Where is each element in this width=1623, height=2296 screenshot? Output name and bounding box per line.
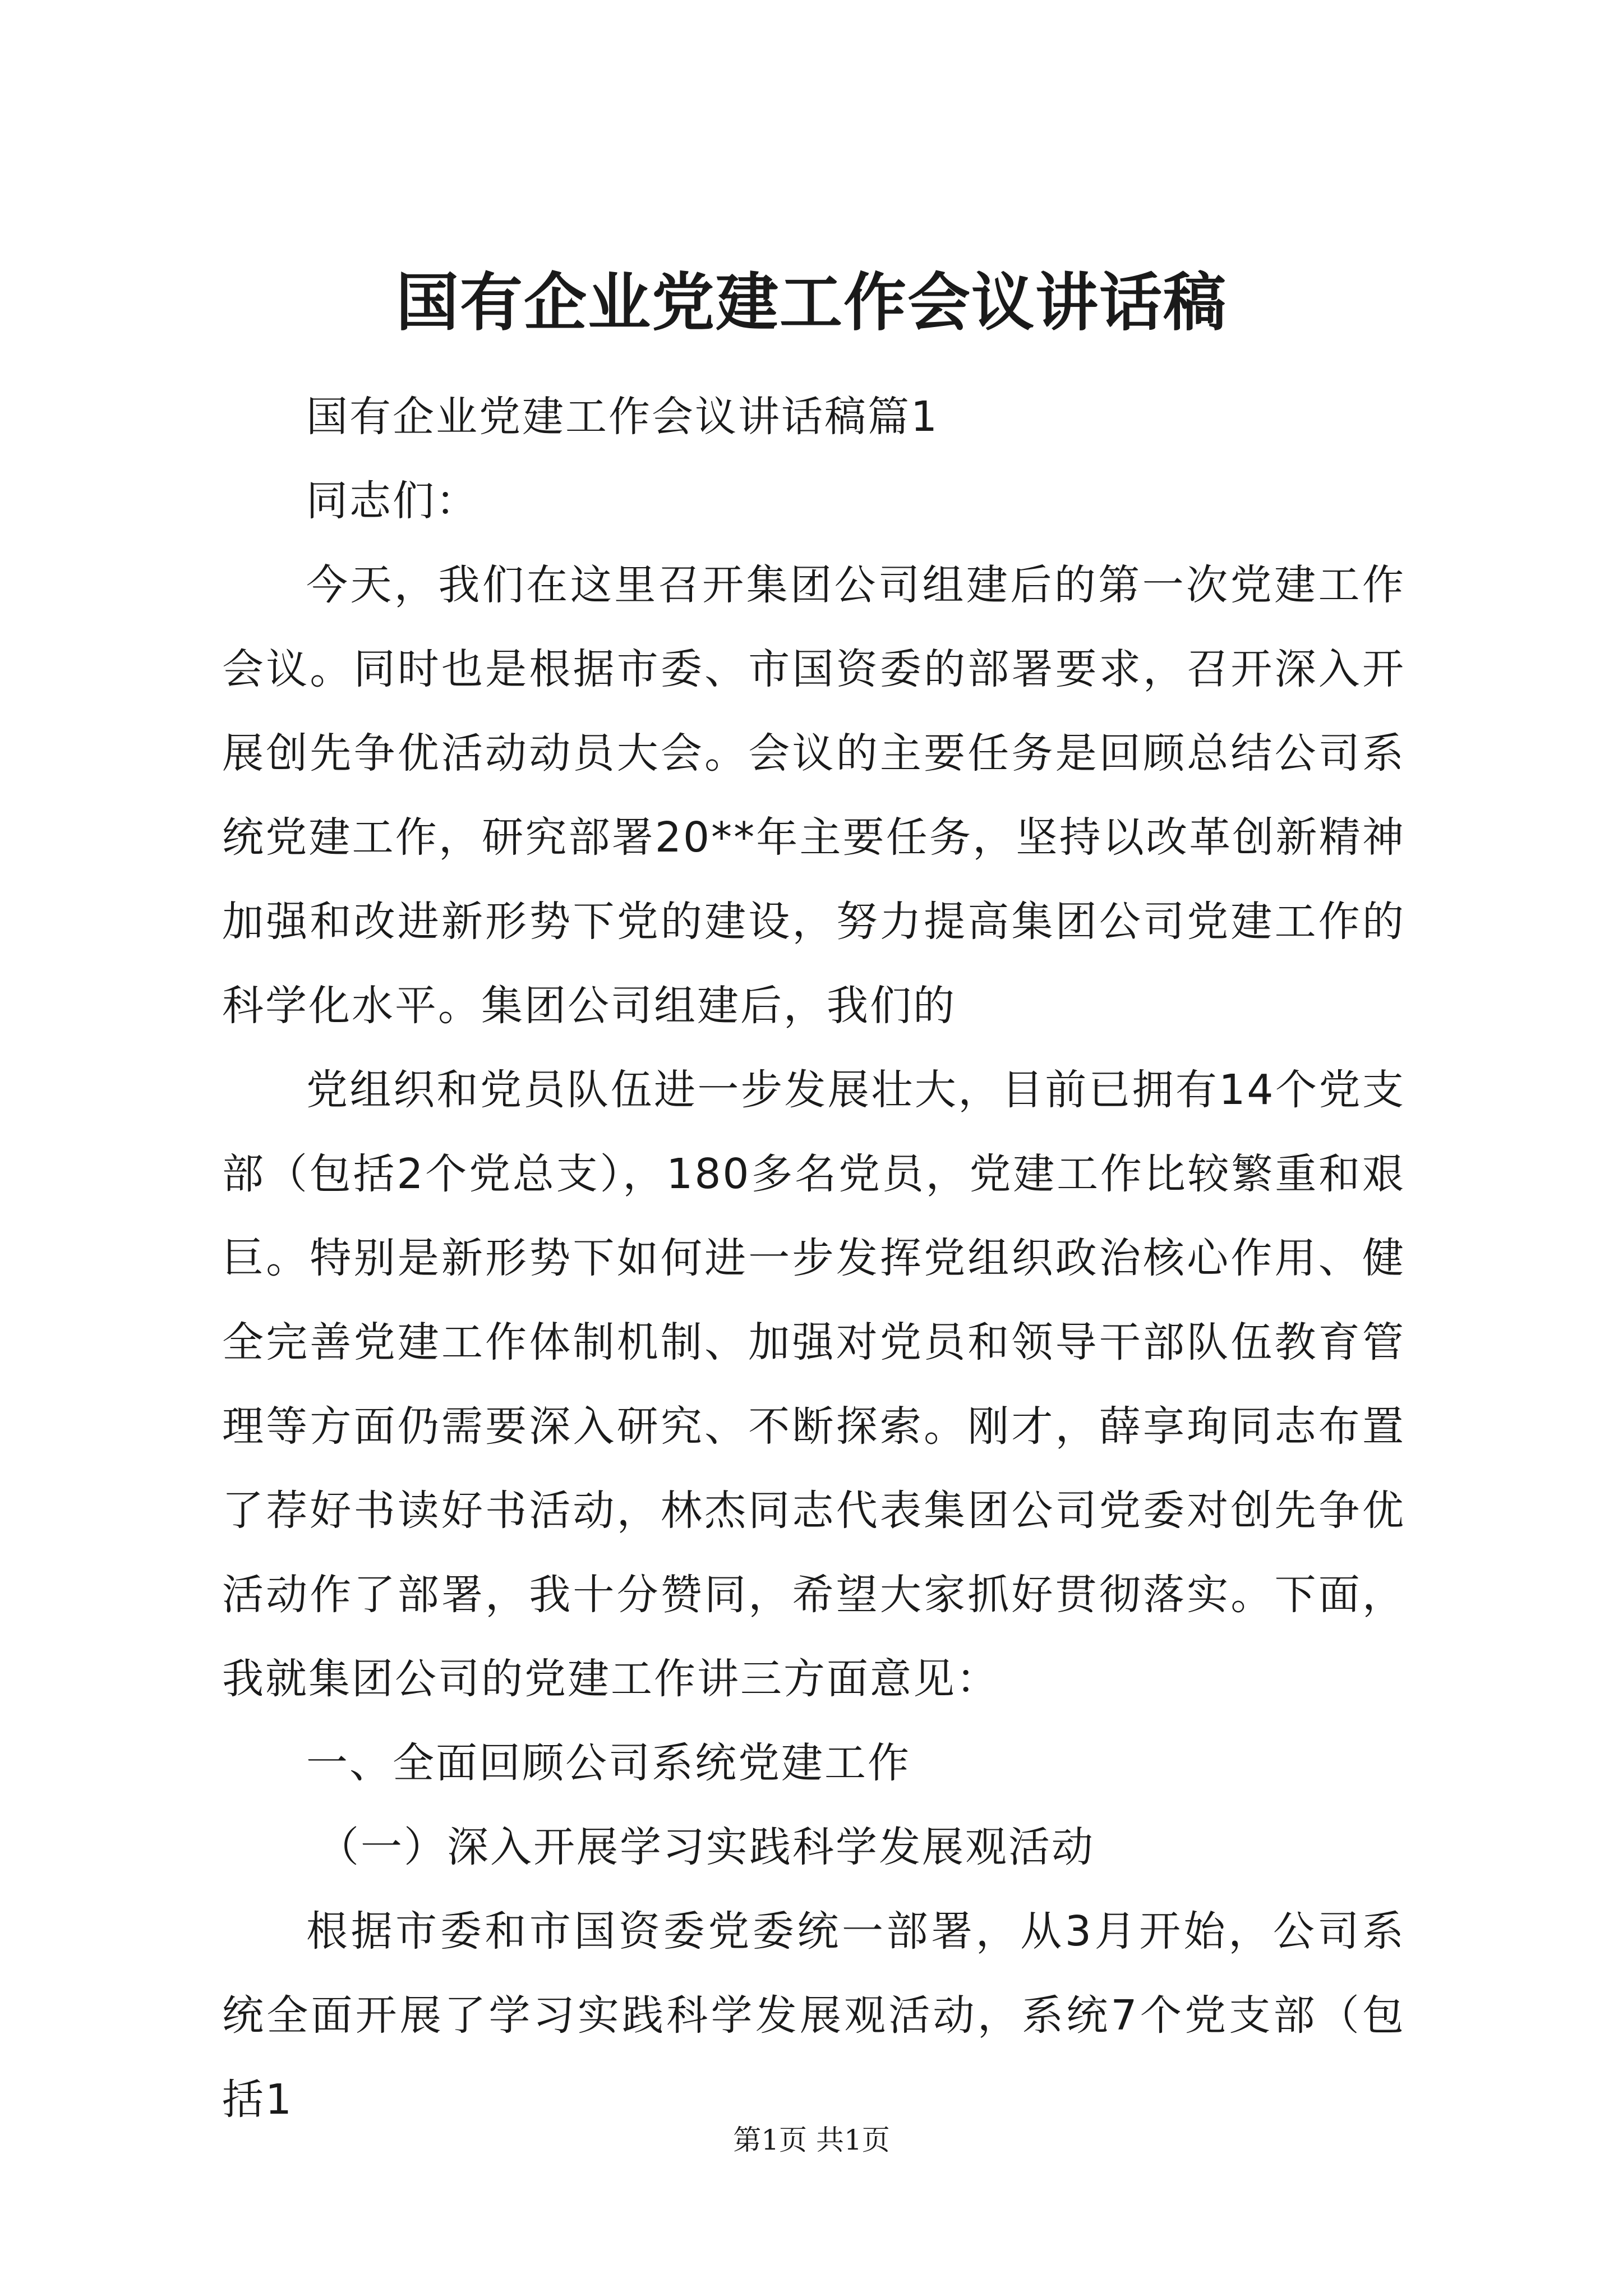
- page-number: 第1页 共1页: [733, 2124, 890, 2156]
- body-paragraph: 党组织和党员队伍进一步发展壮大，目前已拥有14个党支部（包括2个党总支），180多名党员，党建工作比较繁重和艰巨。特别是新形势下如何进一步发挥党组织政治核心作用、健全完善党建工作体制机制、加强对党员和领导干部队伍教育管理等方面仍需要深入研究、不断探索。刚才，薛享珣同志布置了荐好书读好书活动，林杰同志代表集团公司党委对创先争优活动作了部署，我十分赞同，希望大家抓好贯彻落实。下面，我就集团公司的党建工作讲三方面意见：: [222, 1066, 1405, 1703]
- document-subtitle: 国有企业党建工作会议讲话稿篇1: [306, 393, 939, 441]
- body-paragraph: 今天，我们在这里召开集团公司组建后的第一次党建工作会议。同时也是根据市委、市国资委的部署要求，召开深入开展创先争优活动动员大会。会议的主要任务是回顾总结公司系统党建工作，研究部署20**年主要任务，坚持以改革创新精神加强和改进新形势下党的建设，努力提高集团公司党建工作的科学化水平。集团公司组建后，我们的: [222, 561, 1405, 1030]
- body-paragraph: 根据市委和市国资委党委统一部署，从3月开始，公司系统全面开展了学习实践科学发展观活动，系统7个党支部（包括1: [222, 1907, 1405, 2124]
- subsection-heading: （一）深入开展学习实践科学发展观活动: [317, 1823, 1095, 1871]
- salutation: 同志们：: [306, 477, 479, 525]
- document-body: [222, 375, 1405, 2142]
- section-heading: 一、全面回顾公司系统党建工作: [306, 1739, 911, 1787]
- document-title: 国有企业党建工作会议讲话稿: [396, 266, 1227, 339]
